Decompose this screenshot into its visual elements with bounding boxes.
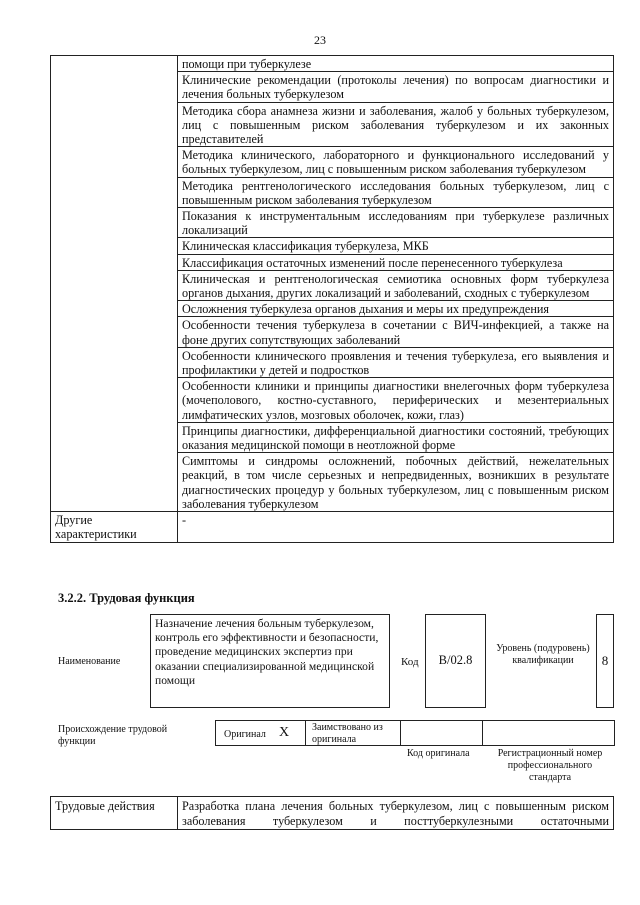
code-original-label: Код оригинала — [407, 748, 470, 759]
competency-item: Показания к инструментальным исследованиям при туберкулезе различных локализаций — [178, 208, 614, 238]
page-number: 23 — [314, 33, 326, 47]
origin-row — [215, 720, 615, 746]
code-label: Код — [401, 656, 419, 668]
competency-item: Клинические рекомендации (протоколы лечения) по вопросам диагностики и лечения больных туберкулезом — [178, 72, 614, 102]
competency-item: Принципы диагностики, дифференциальной диагностики состояний, требующих оказания медицинской помощи в неотложной форме — [178, 422, 614, 452]
labor-actions-label: Трудовые действия — [51, 797, 178, 830]
labor-actions-table — [50, 796, 614, 830]
competency-item: Особенности клинического проявления и течения туберкулеза, его выявления и профилактики у детей и подростков — [178, 347, 614, 377]
empty-left-cell — [51, 56, 178, 512]
section-title: 3.2.2. Трудовая функция — [58, 591, 195, 605]
competency-item: Методика клинического, лабораторного и функционального исследований у больных туберкулезом, лиц с повышенным риском заболевания туберкулезом — [178, 147, 614, 177]
original-mark: X — [279, 725, 290, 740]
competency-item: помощи при туберкулезе — [178, 56, 614, 72]
competency-item: Методика рентгенологического исследования больных туберкулезом, лиц с повышенным риском заболевания туберкулезом — [178, 177, 614, 207]
borrowed-label: Заимствовано из оригинала — [312, 722, 383, 745]
level-value: 8 — [601, 653, 609, 668]
competency-item: Классификация остаточных изменений после перенесенного туберкулеза — [178, 254, 614, 270]
other-characteristics-value: - — [178, 512, 614, 542]
table-row — [51, 512, 614, 542]
origin-label: Происхождение трудовой функции — [58, 724, 168, 747]
reg-number-label: Регистрационный номер профессионального стандарта — [497, 748, 603, 783]
competency-item: Особенности клиники и принципы диагностики внелегочных форм туберкулеза (мочеполового, костно-суставного, периферических и мезентериальных лимфатических узлов, мозговых оболочек, кожи, глаз) — [178, 378, 614, 423]
competency-item: Клиническая и рентгенологическая семиотика основных форм туберкулеза органов дыхания, других локализаций и заболеваний, сходных с туберкулезом — [178, 270, 614, 300]
original-label: Оригинал — [224, 729, 266, 740]
function-name-box — [150, 614, 390, 708]
competency-item: Особенности течения туберкулеза в сочетании с ВИЧ-инфекцией, а также на фоне других сопутствующих заболеваний — [178, 317, 614, 347]
competency-table — [50, 55, 614, 543]
labor-actions-value: Разработка плана лечения больных туберкулезом, лиц с повышенным риском заболевания туберкулезом и посттуберкулезными остаточными — [178, 797, 614, 830]
level-label: Уровень (подуровень) квалификации — [496, 643, 590, 666]
competency-item: Клиническая классификация туберкулеза, МКБ — [178, 238, 614, 254]
level-box — [596, 614, 614, 708]
code-value: B/02.8 — [438, 653, 473, 667]
name-label: Наименование — [58, 656, 121, 667]
function-name-value: Назначение лечения больным туберкулезом, контроль его эффективности и безопасности, проведение медицинских экспертиз при оказании специализированной медицинской помощи — [155, 617, 379, 687]
competency-item: Осложнения туберкулеза органов дыхания и меры их предупреждения — [178, 301, 614, 317]
table-row — [51, 797, 614, 830]
code-box — [425, 614, 486, 708]
competency-item: Методика сбора анамнеза жизни и заболевания, жалоб у больных туберкулезом, лиц с повышенным риском заболевания туберкулезом и их законных представителей — [178, 102, 614, 147]
competency-item: Симптомы и синдромы осложнений, побочных действий, нежелательных реакций, в том числе серьезных и непредвиденных, возникших в результате диагностических процедур у больных туберкулезом, лиц с повышенным риском заболевания туберкулезом — [178, 453, 614, 512]
other-characteristics-label: Другие характеристики — [51, 512, 178, 542]
table-row — [51, 56, 614, 72]
